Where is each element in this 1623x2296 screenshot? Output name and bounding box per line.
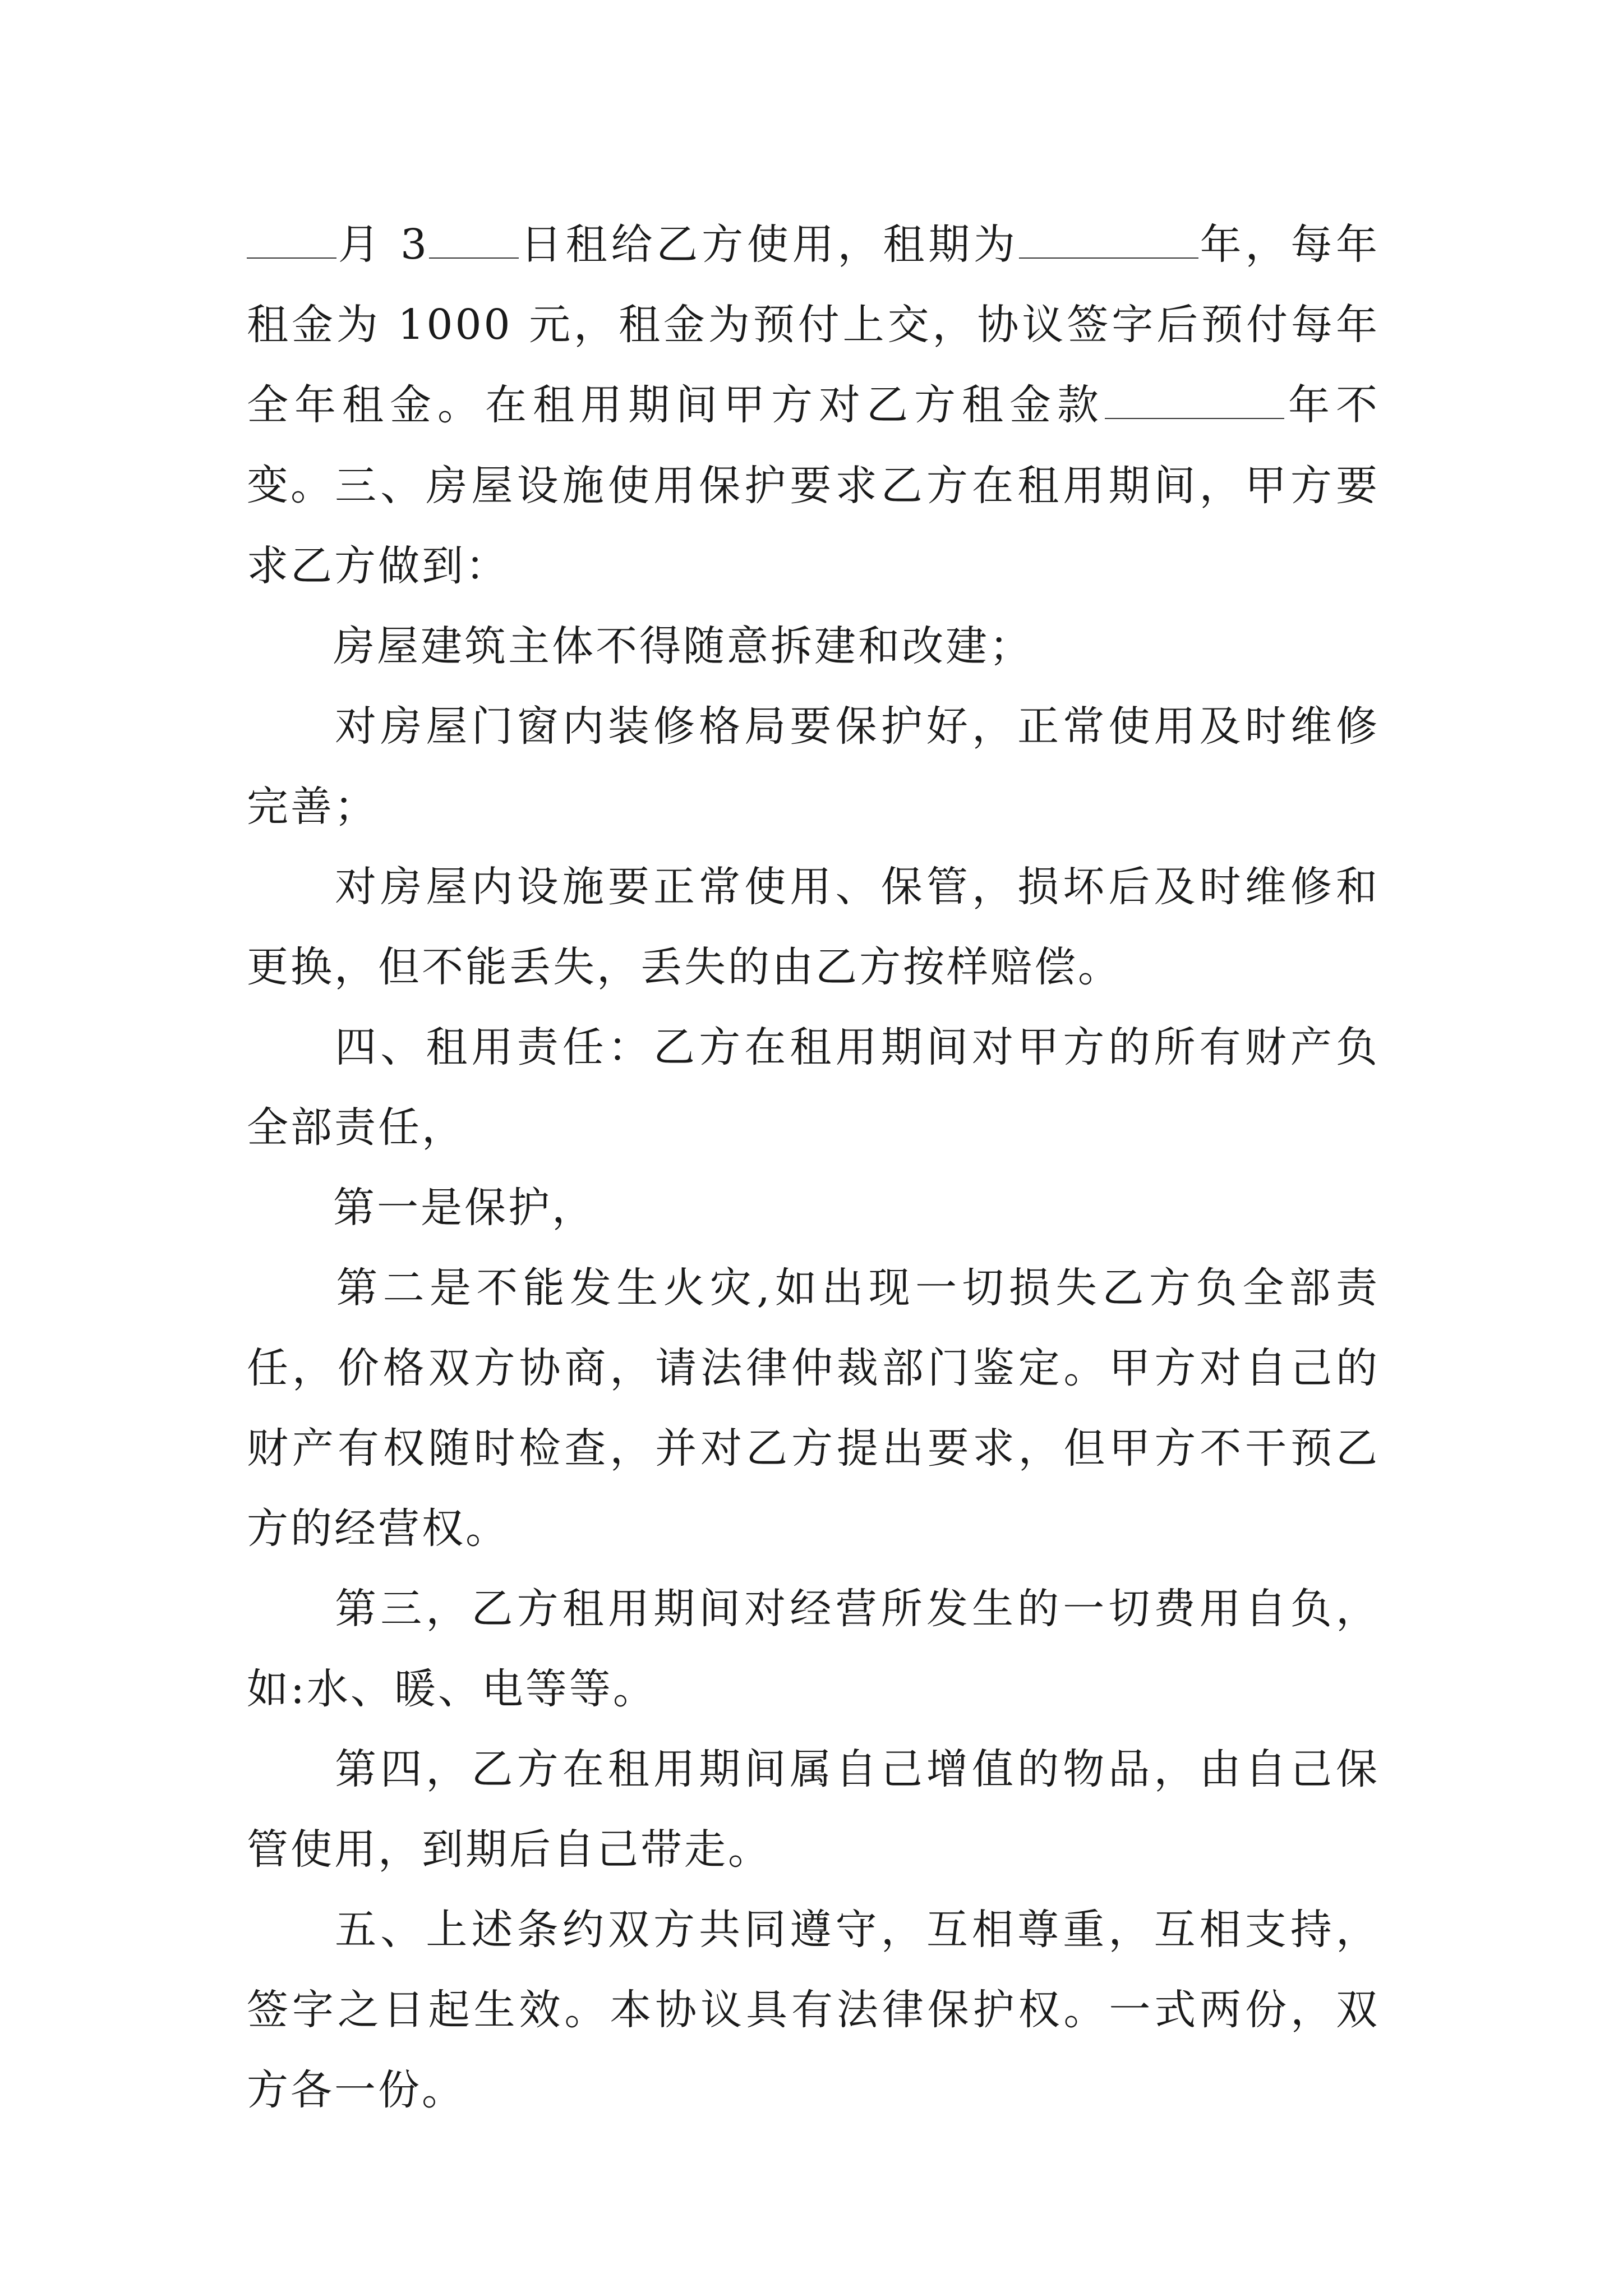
text-segment: 月 3 (336, 220, 430, 269)
paragraph-clause (247, 1569, 1380, 1729)
text-segment: 日租给乙方使用，租期为 (519, 220, 1019, 269)
paragraph-section-5 (247, 1890, 1380, 2131)
paragraph-text: 房屋建筑主体不得随意拆建和改建； (333, 622, 1033, 670)
blank-line (429, 223, 519, 259)
paragraph-clause (247, 606, 1380, 687)
paragraph-text: 对房屋门窗内装修格局要保护好，正常使用及时维修完善； (247, 702, 1380, 831)
paragraph-text: 第二是不能发生火灾,如出现一切损失乙方负全部责任，价格双方协商，请法律仲裁部门鉴定。甲方对自己的财产有权随时检查，并对乙方提出要求，但甲方不干预乙方的经营权。 (247, 1264, 1380, 1553)
paragraph-text: 第一是保护， (333, 1184, 596, 1232)
text-segment: 年，每年租金为 1000 元，租金为预付上交，协议签字后预付每年全年租金。在租用期间甲方对乙方租金款 (247, 220, 1380, 429)
blank-line (1019, 223, 1198, 259)
paragraph-clause (247, 1729, 1380, 1890)
paragraph-text: 五、上述条约双方共同遵守，互相尊重，互相支持，签字之日起生效。本协议具有法律保护权。一式两份，双方各一份。 (247, 1906, 1380, 2114)
paragraph-section-4 (247, 1007, 1380, 1168)
blank-line (247, 223, 336, 259)
text-segment: 年不变。 (247, 381, 1380, 509)
paragraph-text: 第三，乙方租用期间对经营所发生的一切费用自负，如:水、暖、电等等。 (247, 1585, 1380, 1713)
paragraph-text: 三、房屋设施使用保护要求乙方在租用期间，甲方要求乙方做到： (247, 462, 1380, 590)
paragraph-text: 四、租用责任：乙方在租用期间对甲方的所有财产负全部责任， (247, 1023, 1380, 1152)
paragraph-section-3 (247, 446, 1380, 606)
paragraph-text: 对房屋内设施要正常使用、保管，损坏后及时维修和更换，但不能丢失，丢失的由乙方按样赔偿。 (247, 863, 1380, 991)
paragraph-clause (247, 1248, 1380, 1569)
blank-line (1105, 383, 1284, 419)
paragraph-clause (247, 687, 1380, 847)
paragraph-text: 第四，乙方在租用期间属自己增值的物品，由自己保管使用，到期后自己带走。 (247, 1745, 1380, 1874)
paragraph-clause (247, 1168, 1380, 1248)
paragraph-clause (247, 847, 1380, 1007)
